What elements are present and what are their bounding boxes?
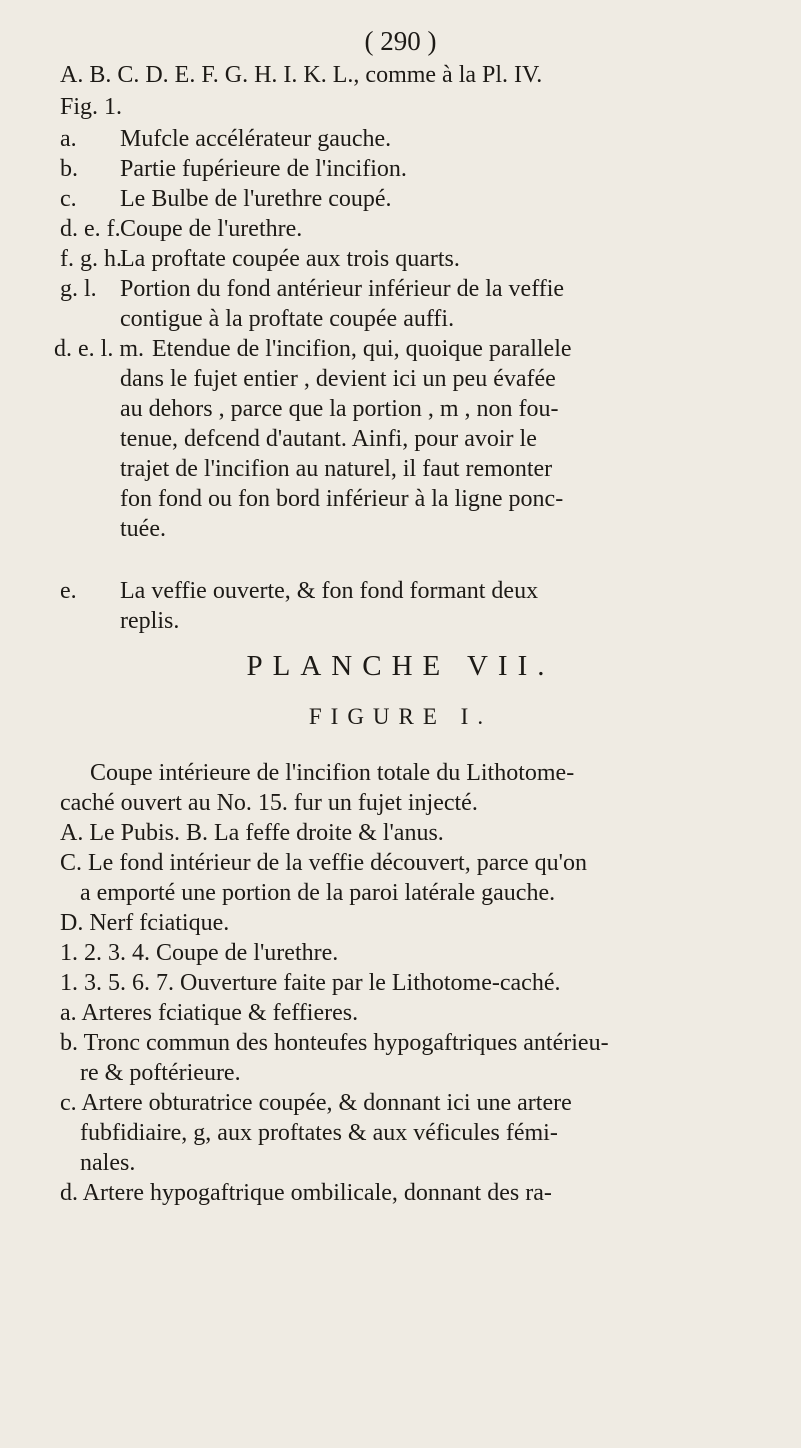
legend-key: e. bbox=[60, 578, 77, 604]
legend-text: Mufcle accélérateur gauche. bbox=[120, 126, 392, 152]
legend-row bbox=[54, 334, 780, 544]
list-item-line: d. Artere hypogaftrique ombilicale, donnant des ra- bbox=[60, 1180, 552, 1206]
legend-row bbox=[60, 124, 780, 154]
list-item bbox=[60, 1178, 780, 1208]
list-item-line: D. Nerf fciatique. bbox=[60, 910, 230, 936]
legend-text-cont: tenue, defcend d'autant. Ainfi, pour avoir le bbox=[120, 426, 537, 452]
figure-title: FIGURE I. bbox=[308, 704, 493, 729]
list-item-line: C. Le fond intérieur de la veffie découvert, parce qu'on bbox=[60, 850, 587, 876]
list-item-line: a emporté une portion de la paroi latérale gauche. bbox=[80, 880, 556, 906]
list-item-line: fubfidiaire, g, aux proftates & aux véficules fémi- bbox=[80, 1120, 558, 1146]
legend-key: g. l. bbox=[60, 276, 97, 302]
legend-text-cont: au dehors , parce que la portion , m , non fou- bbox=[120, 396, 559, 422]
legend-text: Partie fupérieure de l'incifion. bbox=[120, 156, 407, 182]
list-item-line: b. Tronc commun des honteufes hypogaftriques antérieu- bbox=[60, 1030, 609, 1056]
intro-line: Coupe intérieure de l'incifion totale du Lithotome- bbox=[90, 760, 575, 786]
legend-text-cont: trajet de l'incifion au naturel, il faut remonter bbox=[120, 456, 553, 482]
legend-text-cont: dans le fujet entier , devient ici un peu évafée bbox=[120, 366, 556, 392]
legend-row bbox=[60, 274, 780, 334]
list-item bbox=[60, 968, 780, 998]
legend-row bbox=[60, 154, 780, 184]
list-item bbox=[60, 1088, 780, 1178]
planche-title: PLANCHE VII. bbox=[246, 650, 555, 682]
legend-row bbox=[60, 576, 780, 636]
legend-key: d. e. f. bbox=[60, 216, 121, 242]
list-item-line: 1. 2. 3. 4. Coupe de l'urethre. bbox=[60, 940, 339, 966]
page-number: ( 290 ) bbox=[364, 26, 437, 56]
legend-row bbox=[60, 214, 780, 244]
list-item bbox=[60, 1028, 780, 1088]
list-item bbox=[60, 998, 780, 1028]
fig-label: Fig. 1. bbox=[60, 94, 123, 120]
legend-key: b. bbox=[60, 156, 78, 182]
legend-text: La veffie ouverte, & fon fond formant deux bbox=[120, 578, 539, 604]
legend-key: a. bbox=[60, 126, 77, 152]
list-item-line: A. Le Pubis. B. La feffe droite & l'anus. bbox=[60, 820, 444, 846]
legend-text-cont: fon fond ou fon bord inférieur à la ligne ponc- bbox=[120, 486, 564, 512]
legend-row bbox=[60, 184, 780, 214]
legend-text: Etendue de l'incifion, qui, quoique parallele bbox=[152, 336, 572, 362]
list-item-line: re & poftérieure. bbox=[80, 1060, 241, 1086]
legend-key: c. bbox=[60, 186, 77, 212]
list-item-line: c. Artere obturatrice coupée, & donnant ici une artere bbox=[60, 1090, 572, 1116]
legend-row bbox=[60, 244, 780, 274]
legend-text: Le Bulbe de l'urethre coupé. bbox=[120, 186, 392, 212]
intro-line: caché ouvert au No. 15. fur un fujet injecté. bbox=[60, 790, 478, 816]
legend-text: Coupe de l'urethre. bbox=[120, 216, 303, 242]
legend-key: f. g. h. bbox=[60, 246, 122, 272]
list-item bbox=[60, 848, 780, 908]
reference-line: A. B. C. D. E. F. G. H. I. K. L., comme à la Pl. IV. bbox=[60, 62, 543, 88]
legend-key: d. e. l. m. bbox=[54, 336, 144, 362]
legend-text-cont: contigue à la proftate coupée auffi. bbox=[120, 306, 455, 332]
legend-text: Portion du fond antérieur inférieur de la veffie bbox=[120, 276, 565, 302]
list-item-line: a. Arteres fciatique & feffieres. bbox=[60, 1000, 359, 1026]
legend-text-cont: tuée. bbox=[120, 516, 166, 542]
list-item bbox=[60, 938, 780, 968]
legend-text: La proftate coupée aux trois quarts. bbox=[120, 246, 460, 272]
list-item bbox=[60, 818, 780, 848]
list-item bbox=[60, 908, 780, 938]
list-item-line: 1. 3. 5. 6. 7. Ouverture faite par le Lithotome-caché. bbox=[60, 970, 561, 996]
legend-text-cont: replis. bbox=[120, 608, 180, 634]
intro-paragraph bbox=[60, 758, 780, 818]
list-item-line: nales. bbox=[80, 1150, 136, 1176]
